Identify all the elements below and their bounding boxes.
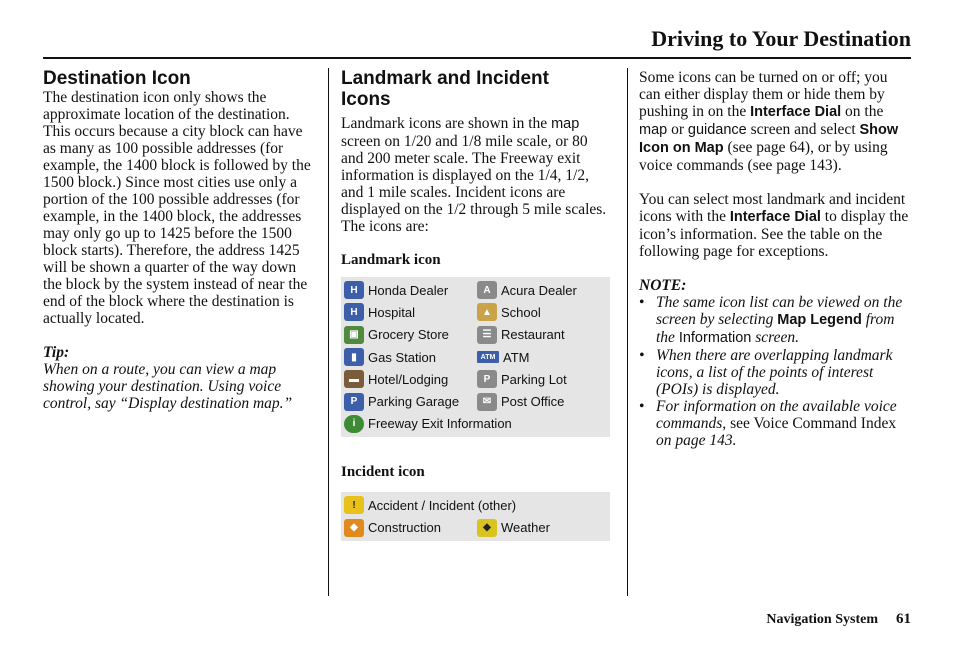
school-icon: ▲: [477, 303, 497, 321]
table-row: [344, 324, 610, 346]
voice-command-index-link[interactable]: see Voice Command Index: [730, 415, 897, 432]
body-text: The destination icon only shows the approximate location of the destination. This occurs because a city block can have as many as 100 possible addresses (for example, the 1400 block is followed by the 1500 block.) Since most cities use only a portion of the 100 possible addresses (for example, in the 1400 block, the addresses may only go up to 1425 before the 1500 block starts). Therefore, the address 1425 will be shown a quarter of the way down the block by the system instead of near the end of the block where the destination is actually located.: [43, 89, 311, 327]
page-number: 61: [896, 611, 911, 627]
icon-label: School: [501, 304, 541, 320]
parking-garage-icon: P: [344, 393, 364, 411]
icon-label: Parking Lot: [501, 371, 567, 387]
interface-dial-term: Interface Dial: [729, 209, 821, 225]
text-run: You can select most landmark and incident icons with the: [639, 191, 906, 225]
body-text: [341, 115, 613, 235]
icon-label: ATM: [503, 349, 530, 365]
landmark-icon-table: [341, 277, 610, 437]
map-term: map: [639, 122, 668, 138]
icon-label: Accident / Incident (other): [368, 497, 517, 513]
icon-label: Gas Station: [368, 349, 436, 365]
list-item: • When there are overlapping landmark icons, a list of the points of interest (POIs) is displayed.: [639, 347, 911, 398]
map-term: map: [551, 116, 580, 132]
acura-icon: A: [477, 281, 497, 299]
text-run: to display the icon’s information. See the table on the following page for exceptions.: [639, 208, 909, 260]
destination-icon-section: [43, 66, 318, 412]
show-icon-term: Show Icon on Map: [639, 122, 899, 156]
hotel-bed-icon: ▬: [344, 370, 364, 388]
hospital-icon: H: [344, 303, 364, 321]
map-legend-term: Map Legend: [777, 312, 862, 328]
table-row: [344, 346, 610, 368]
icon-label: Honda Dealer: [368, 282, 449, 298]
table-row: [344, 301, 610, 323]
text-run: Some icons can be turned on or off; you can either display them or hide them by pushing in on the: [639, 69, 888, 120]
table-row: [344, 413, 610, 435]
restaurant-icon: ☰: [477, 326, 497, 344]
footer-section: Navigation System: [766, 612, 878, 627]
incident-icon-table: [341, 492, 610, 541]
icon-label: Weather: [501, 520, 550, 536]
text-run: or: [671, 121, 685, 138]
info-icon: i: [344, 415, 364, 433]
table-row: [344, 516, 610, 538]
body-text: [639, 191, 911, 260]
construction-icon: ◆: [344, 519, 364, 537]
icon-label: Post Office: [501, 394, 565, 410]
landmark-icon-label: Landmark icon: [341, 252, 441, 268]
header-rule: [43, 57, 911, 59]
text-run: screen.: [755, 329, 799, 346]
page-footer: [766, 611, 911, 628]
icon-label: Construction: [368, 520, 441, 536]
note-label: NOTE:: [639, 277, 687, 294]
icon-label: Hotel/Lodging: [368, 371, 449, 387]
parking-lot-icon: P: [477, 370, 497, 388]
text-run: on page 143.: [656, 432, 737, 449]
list-item: [639, 294, 911, 347]
atm-icon: ATM: [477, 351, 499, 363]
icon-label: Parking Garage: [368, 394, 460, 410]
icon-settings-section: [639, 66, 911, 449]
landmark-incident-section: [341, 66, 613, 541]
icon-label: Hospital: [368, 304, 415, 320]
tip-text: When on a route, you can view a map showing your destination. Using voice control, say “Display destination map.”: [43, 361, 293, 412]
text-run: from the: [656, 311, 895, 346]
honda-icon: H: [344, 281, 364, 299]
warning-icon: !: [344, 496, 364, 514]
text-run: The same icon list can be viewed on the screen by selecting: [656, 294, 903, 328]
section-heading: Landmark and Incident Icons: [341, 68, 549, 110]
post-office-icon: ✉: [477, 393, 497, 411]
icon-label: Acura Dealer: [501, 282, 577, 298]
information-term: Information: [678, 330, 752, 346]
table-row: [344, 390, 610, 412]
icon-label: Freeway Exit Information: [368, 416, 512, 432]
table-row: [344, 494, 610, 516]
body-text: [639, 69, 911, 174]
column-divider: [627, 68, 628, 596]
interface-dial-term: Interface Dial: [750, 104, 842, 120]
text-run: Landmark icons are shown in the: [341, 115, 548, 132]
icon-label: Grocery Store: [368, 327, 449, 343]
gas-station-icon: ▮: [344, 348, 364, 366]
note-list: [639, 294, 911, 449]
table-row: [344, 368, 610, 390]
weather-icon: ◆: [477, 519, 497, 537]
text-run: on the: [845, 103, 884, 120]
section-heading: Destination Icon: [43, 68, 191, 89]
table-row: [344, 279, 610, 301]
text-run: screen and select: [750, 121, 856, 138]
list-item: [639, 398, 911, 449]
grocery-cart-icon: ▣: [344, 326, 364, 344]
text-run: (see page 64), or by using voice commands (see page 143).: [639, 139, 888, 174]
incident-icon-label: Incident icon: [341, 464, 425, 481]
text-run: For information on the available voice commands,: [656, 398, 897, 432]
guidance-term: guidance: [687, 122, 747, 138]
tip-label: Tip:: [43, 344, 70, 361]
column-divider: [328, 68, 329, 596]
text-run: screen on 1/20 and 1/8 mile scale, or 80 and 200 meter scale. The Freeway exit information is displayed on the 1/4, 1/2, and 1 mile scales. Incident icons are displayed on the 1/2 through 5 mile scales. The icons are:: [341, 133, 607, 235]
icon-label: Restaurant: [501, 327, 565, 343]
page-title: Driving to Your Destination: [651, 26, 911, 51]
